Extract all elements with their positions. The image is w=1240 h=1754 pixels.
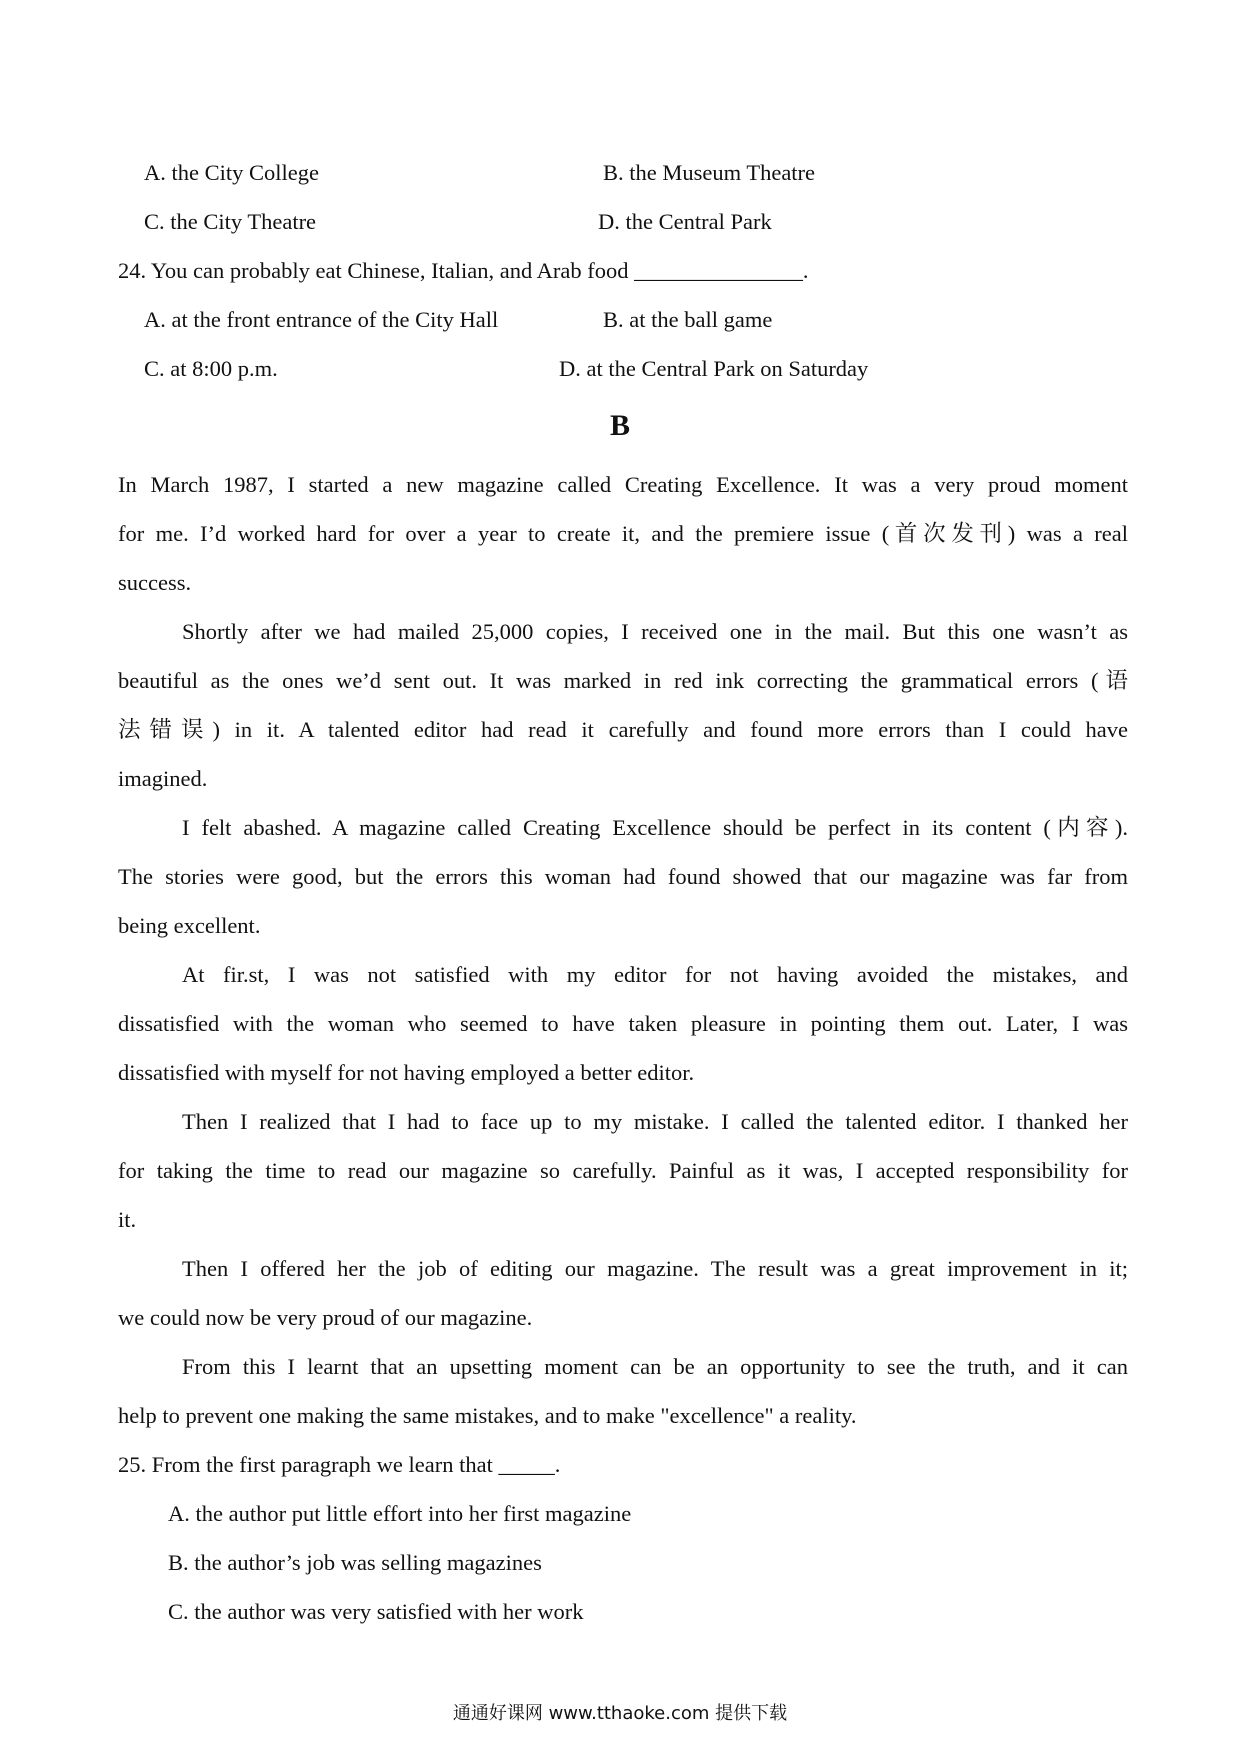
passage-line: 法错误) in it. A talented editor had read it carefully and found more errors than I could have xyxy=(118,717,1128,742)
passage-line: From this I learnt that an upsetting moment can be an opportunity to see the truth, and it can xyxy=(182,1354,1128,1379)
passage-line: for taking the time to read our magazine so carefully. Painful as it was, I accepted responsibility for xyxy=(118,1158,1128,1183)
q23-option-b: B. the Museum Theatre xyxy=(603,160,816,185)
passage-line: I felt abashed. A magazine called Creating Excellence should be perfect in its content (内容). xyxy=(182,815,1128,840)
q25-stem: 25. From the first paragraph we learn that _____. xyxy=(118,1452,561,1477)
passage-paragraph-2 xyxy=(118,617,1128,813)
q23-option-a: A. the City College xyxy=(144,160,319,185)
q24-option-d: D. at the Central Park on Saturday xyxy=(559,356,869,381)
q23-option-c: C. the City Theatre xyxy=(144,209,317,234)
passage-line: Then I realized that I had to face up to my mistake. I called the talented editor. I thanked her xyxy=(182,1109,1128,1134)
passage-line: In March 1987, I started a new magazine called Creating Excellence. It was a very proud moment xyxy=(118,472,1128,497)
q24-stem: 24. You can probably eat Chinese, Italian, and Arab food _______________. xyxy=(118,258,809,283)
q25-option-c: C. the author was very satisfied with her work xyxy=(168,1599,584,1624)
passage-line: dissatisfied with myself for not having employed a better editor. xyxy=(118,1060,695,1085)
passage-line: dissatisfied with the woman who seemed to have taken pleasure in pointing them out. Later, I was xyxy=(118,1011,1128,1036)
passage-line: Shortly after we had mailed 25,000 copies, I received one in the mail. But this one wasn’t as xyxy=(182,619,1128,644)
passage-line: it. xyxy=(118,1207,137,1232)
passage-line: Then I offered her the job of editing our magazine. The result was a great improvement in it; xyxy=(182,1256,1128,1281)
page-footer: 通通好课网 www.tthaoke.com 提供下载 xyxy=(452,1703,788,1724)
section-heading: B xyxy=(609,409,630,442)
q24-option-b: B. at the ball game xyxy=(603,307,773,332)
passage-line: we could now be very proud of our magazine. xyxy=(118,1305,533,1330)
passage-line: At fir.st, I was not satisfied with my editor for not having avoided the mistakes, and xyxy=(182,962,1128,987)
q25-option-b: B. the author’s job was selling magazines xyxy=(168,1550,542,1575)
passage-line: imagined. xyxy=(118,766,208,791)
passage-paragraph-3 xyxy=(118,813,1128,960)
passage-paragraph-7 xyxy=(118,1352,1128,1450)
q24-option-a: A. at the front entrance of the City Hall xyxy=(144,307,499,332)
q25-option-a: A. the author put little effort into her first magazine xyxy=(168,1501,632,1526)
passage-line: The stories were good, but the errors this woman had found showed that our magazine was far from xyxy=(118,864,1128,889)
passage-line: success. xyxy=(118,570,192,595)
passage-paragraph-1 xyxy=(118,470,1128,617)
passage-paragraph-6 xyxy=(118,1254,1128,1352)
passage-line: for me. I’d worked hard for over a year to create it, and the premiere issue (首次发刊) was a real xyxy=(118,521,1128,546)
passage-paragraph-5 xyxy=(118,1107,1128,1254)
q24-option-c: C. at 8:00 p.m. xyxy=(144,356,278,381)
passage-line: being excellent. xyxy=(118,913,261,938)
q23-option-d: D. the Central Park xyxy=(598,209,772,234)
passage-line: help to prevent one making the same mistakes, and to make "excellence" a reality. xyxy=(118,1403,857,1428)
passage-paragraph-4 xyxy=(118,960,1128,1107)
passage-line: beautiful as the ones we’d sent out. It was marked in red ink correcting the grammatical errors (语 xyxy=(118,668,1128,693)
